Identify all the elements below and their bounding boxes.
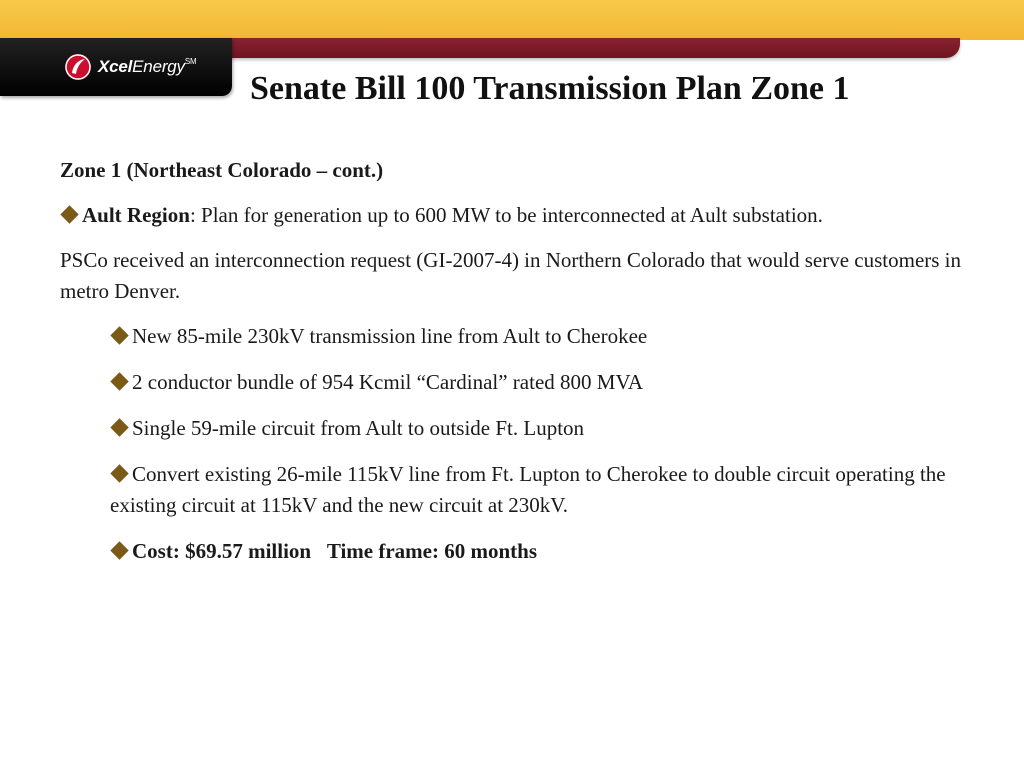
ault-region-text: : Plan for generation up to 600 MW to be interconnected at Ault substation. — [189, 203, 823, 227]
list-item — [110, 413, 980, 444]
diamond-bullet-icon — [110, 418, 128, 436]
logo-text-bold: Xcel — [98, 57, 133, 76]
timeframe-text: Time frame: 60 months — [326, 539, 538, 563]
psco-paragraph: PSCo received an interconnection request (GI-2007-4) in Northern Colorado that would serve customers in metro Denver. — [60, 248, 962, 303]
ault-region-paragraph — [60, 200, 980, 231]
list-item — [110, 367, 980, 398]
top-gold-band — [0, 0, 1024, 40]
slide-title: Senate Bill 100 Transmission Plan Zone 1 — [250, 70, 850, 107]
diamond-bullet-icon — [110, 326, 128, 344]
bullet-text: Convert existing 26-mile 115kV line from Ft. Lupton to Cherokee to double circuit operating the existing circuit at 115kV and the new circuit at 230kV. — [110, 462, 946, 517]
ault-region-label: Ault Region — [82, 203, 190, 227]
diamond-bullet-icon — [110, 464, 128, 482]
cost-line — [110, 536, 980, 567]
xcel-energy-logo — [0, 38, 232, 96]
header-maroon-bar — [200, 38, 960, 58]
diamond-bullet-icon — [110, 541, 128, 559]
bullet-text: New 85-mile 230kV transmission line from Ault to Cherokee — [132, 324, 648, 348]
cost-text: Cost: $69.57 million — [132, 539, 312, 563]
list-item — [110, 321, 980, 352]
xcel-logo-icon — [64, 53, 92, 81]
logo-text-regular: Energy — [132, 57, 185, 76]
logo-trademark: SM — [184, 57, 197, 66]
list-item — [110, 459, 980, 521]
bullet-text: 2 conductor bundle of 954 Kcmil “Cardinal” rated 800 MVA — [132, 370, 644, 394]
diamond-bullet-icon — [60, 205, 78, 223]
logo-wordmark — [98, 57, 196, 77]
zone-heading: Zone 1 (Northeast Colorado – cont.) — [60, 158, 384, 182]
diamond-bullet-icon — [110, 372, 128, 390]
slide-body — [60, 155, 980, 582]
bullet-text: Single 59-mile circuit from Ault to outside Ft. Lupton — [132, 416, 585, 440]
